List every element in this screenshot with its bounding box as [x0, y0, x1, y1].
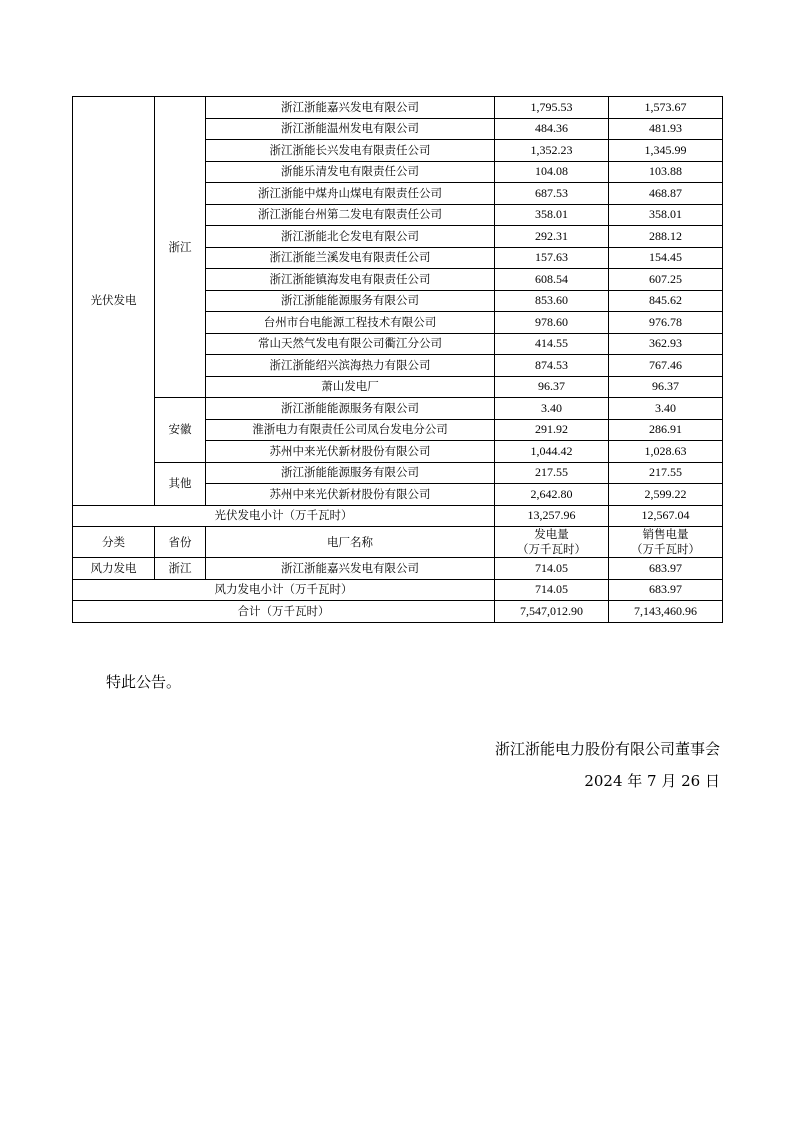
header-sales-unit: （万千瓦时） — [631, 542, 700, 556]
header-sales — [609, 527, 723, 558]
sales-cell: 286.91 — [609, 419, 723, 441]
plant-name-cell: 浙江浙能温州发电有限公司 — [206, 118, 495, 140]
generation-cell: 484.36 — [495, 118, 609, 140]
sales-cell: 845.62 — [609, 290, 723, 312]
plant-name-cell: 台州市台电能源工程技术有限公司 — [206, 312, 495, 334]
sales-cell: 3.40 — [609, 398, 723, 420]
plant-name-cell: 浙江浙能能源服务有限公司 — [206, 462, 495, 484]
plant-name-cell: 浙江浙能能源服务有限公司 — [206, 398, 495, 420]
sales-cell: 2,599.22 — [609, 484, 723, 506]
signature-block — [495, 733, 720, 797]
generation-cell: 217.55 — [495, 462, 609, 484]
sales-cell: 362.93 — [609, 333, 723, 355]
header-plant-name: 电厂名称 — [206, 527, 495, 558]
sales-cell: 217.55 — [609, 462, 723, 484]
table-row — [73, 97, 723, 119]
generation-cell: 608.54 — [495, 269, 609, 291]
generation-cell: 853.60 — [495, 290, 609, 312]
province-cell: 安徽 — [155, 398, 206, 463]
category-cell: 光伏发电 — [73, 97, 155, 506]
plant-name-cell: 萧山发电厂 — [206, 376, 495, 398]
sales-cell: 288.12 — [609, 226, 723, 248]
header-row — [73, 527, 723, 558]
table-row — [73, 462, 723, 484]
sales-cell: 358.01 — [609, 204, 723, 226]
plant-name-cell: 浙江浙能长兴发电有限责任公司 — [206, 140, 495, 162]
generation-cell: 358.01 — [495, 204, 609, 226]
plant-name-cell: 浙江浙能台州第二发电有限责任公司 — [206, 204, 495, 226]
generation-cell: 687.53 — [495, 183, 609, 205]
closing-statement: 特此公告。 — [106, 673, 182, 691]
sales-cell: 154.45 — [609, 247, 723, 269]
province-cell: 其他 — [155, 462, 206, 505]
plant-name-cell: 浙江浙能北仑发电有限公司 — [206, 226, 495, 248]
sales-cell: 1,028.63 — [609, 441, 723, 463]
plant-name-cell: 浙江浙能兰溪发电有限责任公司 — [206, 247, 495, 269]
total-sales: 7,143,460.96 — [609, 601, 723, 623]
power-generation-table — [72, 96, 723, 623]
generation-cell: 104.08 — [495, 161, 609, 183]
plant-name-cell: 浙江浙能中煤舟山煤电有限责任公司 — [206, 183, 495, 205]
generation-cell: 978.60 — [495, 312, 609, 334]
subtotal-label: 光伏发电小计（万千瓦时） — [73, 505, 495, 527]
plant-name-cell: 浙江浙能嘉兴发电有限公司 — [206, 97, 495, 119]
sales-cell: 468.87 — [609, 183, 723, 205]
plant-name-cell: 苏州中来光伏新材股份有限公司 — [206, 484, 495, 506]
generation-cell: 96.37 — [495, 376, 609, 398]
sales-cell: 607.25 — [609, 269, 723, 291]
subtotal-sales: 683.97 — [609, 579, 723, 601]
total-label: 合计（万千瓦时） — [73, 601, 495, 623]
subtotal-row — [73, 579, 723, 601]
sales-cell: 1,345.99 — [609, 140, 723, 162]
sales-cell: 103.88 — [609, 161, 723, 183]
subtotal-generation: 714.05 — [495, 579, 609, 601]
generation-cell: 1,044.42 — [495, 441, 609, 463]
plant-name-cell: 浙江浙能嘉兴发电有限公司 — [206, 558, 495, 580]
header-sales-title: 销售电量 — [642, 527, 689, 541]
province-cell: 浙江 — [155, 97, 206, 398]
generation-cell: 157.63 — [495, 247, 609, 269]
generation-cell: 2,642.80 — [495, 484, 609, 506]
plant-name-cell: 浙江浙能镇海发电有限责任公司 — [206, 269, 495, 291]
generation-cell: 291.92 — [495, 419, 609, 441]
subtotal-sales: 12,567.04 — [609, 505, 723, 527]
sales-cell: 683.97 — [609, 558, 723, 580]
header-generation-title: 发电量 — [534, 527, 569, 541]
wind-row — [73, 558, 723, 580]
category-cell: 风力发电 — [73, 558, 155, 580]
signature-org: 浙江浙能电力股份有限公司董事会 — [494, 740, 720, 758]
plant-name-cell: 浙江浙能绍兴滨海热力有限公司 — [206, 355, 495, 377]
plant-name-cell: 常山天然气发电有限公司衢江分公司 — [206, 333, 495, 355]
sales-cell: 481.93 — [609, 118, 723, 140]
plant-name-cell: 苏州中来光伏新材股份有限公司 — [206, 441, 495, 463]
generation-cell: 714.05 — [495, 558, 609, 580]
generation-cell: 414.55 — [495, 333, 609, 355]
subtotal-row — [73, 505, 723, 527]
generation-cell: 292.31 — [495, 226, 609, 248]
plant-name-cell: 浙能乐清发电有限责任公司 — [206, 161, 495, 183]
generation-cell: 1,352.23 — [495, 140, 609, 162]
table-row — [73, 398, 723, 420]
generation-cell: 1,795.53 — [495, 97, 609, 119]
total-row — [73, 601, 723, 623]
subtotal-label: 风力发电小计（万千瓦时） — [73, 579, 495, 601]
total-generation: 7,547,012.90 — [495, 601, 609, 623]
sales-cell: 1,573.67 — [609, 97, 723, 119]
generation-cell: 3.40 — [495, 398, 609, 420]
sales-cell: 96.37 — [609, 376, 723, 398]
plant-name-cell: 淮浙电力有限责任公司凤台发电分公司 — [206, 419, 495, 441]
header-generation-unit: （万千瓦时） — [517, 542, 586, 556]
subtotal-generation: 13,257.96 — [495, 505, 609, 527]
generation-cell: 874.53 — [495, 355, 609, 377]
header-category: 分类 — [73, 527, 155, 558]
sales-cell: 767.46 — [609, 355, 723, 377]
header-province: 省份 — [155, 527, 206, 558]
province-cell: 浙江 — [155, 558, 206, 580]
plant-name-cell: 浙江浙能能源服务有限公司 — [206, 290, 495, 312]
header-generation — [495, 527, 609, 558]
signature-date: 2024 年 7 月 26 日 — [584, 772, 720, 790]
sales-cell: 976.78 — [609, 312, 723, 334]
